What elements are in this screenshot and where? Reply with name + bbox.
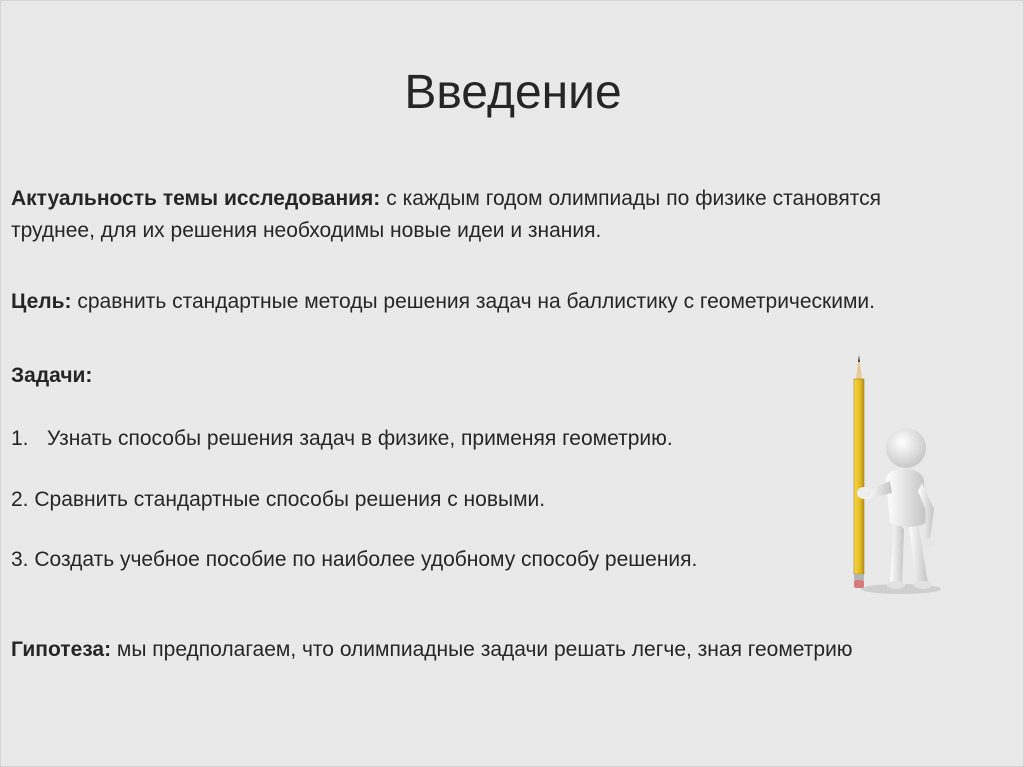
task-number: 1. (11, 427, 29, 450)
relevance-paragraph (11, 183, 881, 247)
task-item-2 (11, 484, 881, 516)
figure-with-pencil-icon (846, 351, 946, 596)
goal-paragraph (11, 286, 1001, 318)
hypothesis-label: Гипотеза: (11, 638, 112, 661)
hypothesis-text: мы предполагаем, что олимпиадные задачи решать легче, зная геометрию (111, 638, 853, 661)
goal-label: Цель: (11, 290, 72, 313)
tasks-label: Задачи: (11, 364, 93, 387)
task-item-3 (11, 544, 881, 576)
goal-text: сравнить стандартные методы решения задач на баллистику с геометрическими. (71, 290, 875, 313)
relevance-label: Актуальность темы исследования: (11, 187, 381, 210)
slide-title: Введение (404, 66, 622, 119)
task-number: 3. (11, 548, 29, 571)
task-text: Узнать способы решения задач в физике, применяя геометрию. (47, 427, 673, 450)
hypothesis-paragraph (11, 634, 1001, 666)
task-text: Создать учебное пособие по наиболее удобному способу решения. (28, 548, 698, 571)
relevance-text: с каждым годом олимпиады по физике становятся труднее, для их решения необходимы новые идеи и знания. (11, 187, 881, 242)
task-item-1 (11, 423, 881, 455)
task-number: 2. (11, 488, 29, 511)
task-text: Сравнить стандартные способы решения с новыми. (28, 488, 546, 511)
